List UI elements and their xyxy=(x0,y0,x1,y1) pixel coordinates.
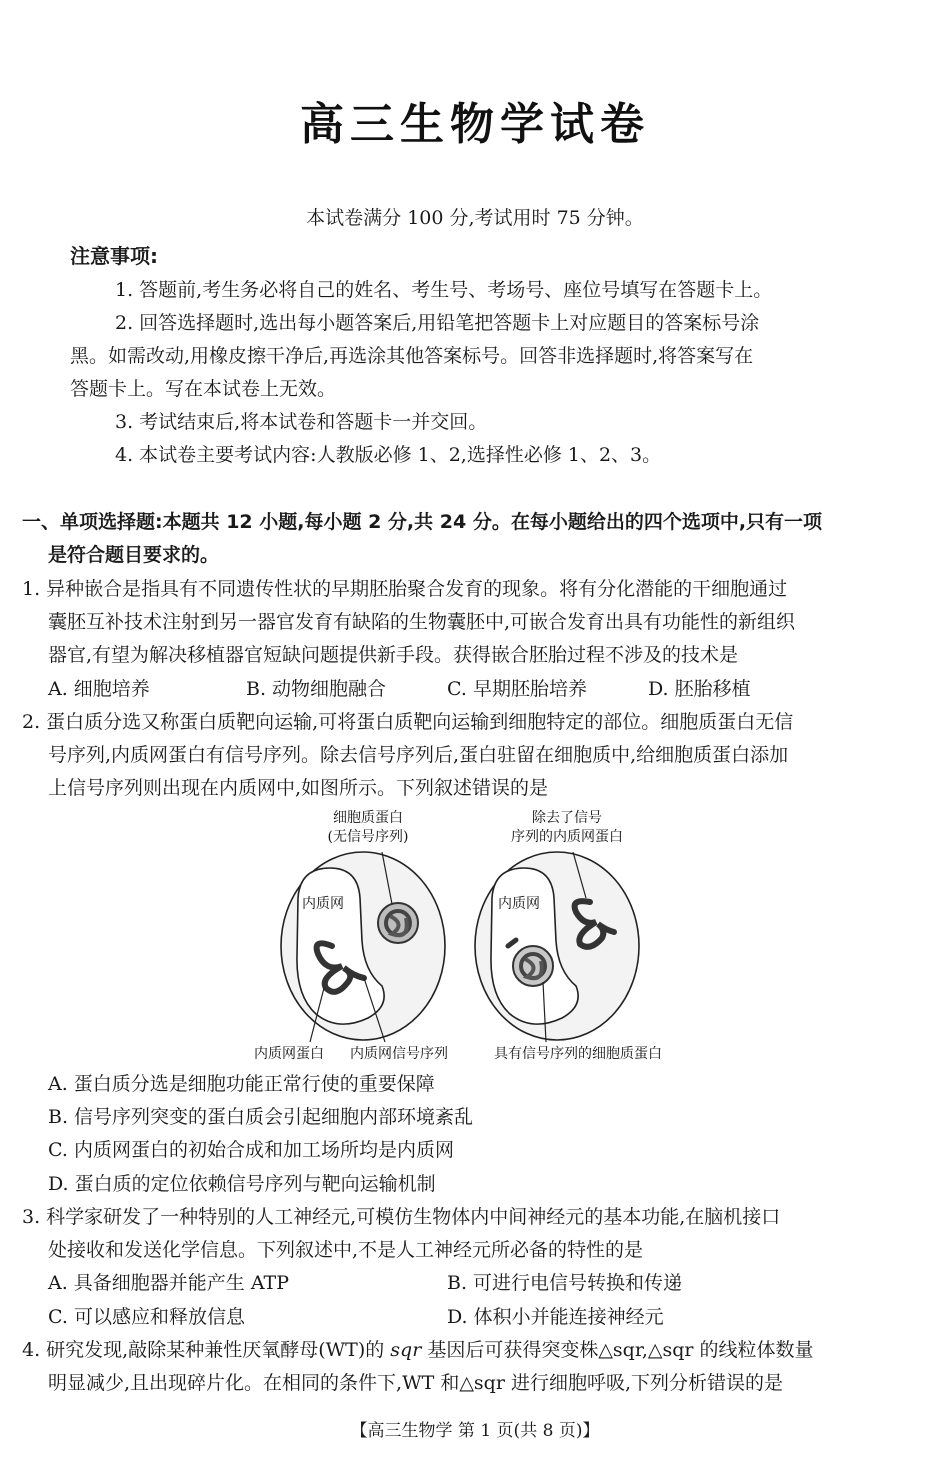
question-4-gene-name: sqr xyxy=(390,1339,422,1361)
figure-label-no-signal: (无信号序列) xyxy=(327,829,409,845)
left-cell xyxy=(281,852,445,1042)
figure-label-cyto-with-signal: 具有信号序列的细胞质蛋白 xyxy=(494,1046,662,1062)
question-1-stem: 囊胚互补技术注射到另一器官发育有缺陷的生物囊胚中,可嵌合发育出具有功能性的新组织 xyxy=(48,611,796,633)
question-2-option-b: B. 信号序列突变的蛋白质会引起细胞内部环境紊乱 xyxy=(48,1106,474,1128)
question-1-stem: 器官,有望为解决移植器官短缺问题提供新手段。获得嵌合胚胎过程不涉及的技术是 xyxy=(48,644,739,666)
question-2-stem: 号序列,内质网蛋白有信号序列。除去信号序列后,蛋白驻留在细胞质中,给细胞质蛋白添加 xyxy=(48,744,789,766)
notice-line: 4. 本试卷主要考试内容:人教版必修 1、2,选择性必修 1、2、3。 xyxy=(115,444,662,466)
question-4-stem-post: 基因后可获得突变株△sqr,△sqr 的线粒体数量 xyxy=(421,1339,814,1361)
notice-line: 1. 答题前,考生务必将自己的姓名、考生号、考场号、座位号填写在答题卡上。 xyxy=(115,279,773,301)
right-cell xyxy=(475,852,639,1042)
question-4-stem xyxy=(22,1337,814,1363)
page-title: 高三生物学试卷 xyxy=(300,99,650,150)
question-1-stem: 1. 异种嵌合是指具有不同遗传性状的早期胚胎聚合发育的现象。将有分化潜能的干细胞通过 xyxy=(22,578,788,600)
section-heading-cont: 是符合题目要求的。 xyxy=(48,544,220,566)
question-1-option-b: B. 动物细胞融合 xyxy=(246,678,387,700)
question-3-option-c: C. 可以感应和释放信息 xyxy=(48,1306,245,1328)
figure-label-er-right: 内质网 xyxy=(498,896,540,912)
question-4-stem: 明显减少,且出现碎片化。在相同的条件下,WT 和△sqr 进行细胞呼吸,下列分析错误的是 xyxy=(48,1372,784,1394)
question-1-option-a: A. 细胞培养 xyxy=(48,678,150,700)
question-3-option-b: B. 可进行电信号转换和传递 xyxy=(447,1272,683,1294)
question-3-stem: 3. 科学家研发了一种特别的人工神经元,可模仿生物体内中间神经元的基本功能,在脑机接口 xyxy=(22,1206,781,1228)
figure-label-removed-signal: 除去了信号 xyxy=(532,810,602,826)
question-2-stem: 2. 蛋白质分选又称蛋白质靶向运输,可将蛋白质靶向运输到细胞特定的部位。细胞质蛋白无信 xyxy=(22,711,794,733)
notice-line: 黑。如需改动,用橡皮擦干净后,再选涂其他答案标号。回答非选择题时,将答案写在 xyxy=(70,345,754,367)
question-3-option-a: A. 具备细胞器并能产生 ATP xyxy=(48,1272,289,1294)
question-3-option-d: D. 体积小并能连接神经元 xyxy=(447,1306,664,1328)
exam-info: 本试卷满分 100 分,考试用时 75 分钟。 xyxy=(306,207,644,229)
figure-label-er-protein-removed: 序列的内质网蛋白 xyxy=(511,829,623,845)
question-2-option-c: C. 内质网蛋白的初始合成和加工场所均是内质网 xyxy=(48,1139,454,1161)
figure-label-er-left: 内质网 xyxy=(302,896,344,912)
question-3-stem: 处接收和发送化学信息。下列叙述中,不是人工神经元所必备的特性的是 xyxy=(48,1239,644,1261)
protein-sorting-figure xyxy=(250,806,700,1068)
question-1-option-d: D. 胚胎移植 xyxy=(648,678,751,700)
figure-label-cytoplasmic-protein: 细胞质蛋白 xyxy=(333,810,403,826)
figure-label-er-protein: 内质网蛋白 xyxy=(254,1046,324,1062)
figure-label-er-signal-sequence: 内质网信号序列 xyxy=(350,1046,448,1062)
section-heading: 一、单项选择题:本题共 12 小题,每小题 2 分,共 24 分。在每小题给出的四个选项中,只有一项 xyxy=(22,511,823,533)
page-footer: 【高三生物学 第 1 页(共 8 页)】 xyxy=(350,1421,600,1441)
notice-line: 答题卡上。写在本试卷上无效。 xyxy=(70,378,337,400)
notice-heading: 注意事项: xyxy=(70,244,158,268)
question-2-option-d: D. 蛋白质的定位依赖信号序列与靶向运输机制 xyxy=(48,1173,436,1195)
question-4-stem-pre: 4. 研究发现,敲除某种兼性厌氧酵母(WT)的 xyxy=(22,1339,391,1361)
question-1-option-c: C. 早期胚胎培养 xyxy=(447,678,587,700)
notice-line: 2. 回答选择题时,选出每小题答案后,用铅笔把答题卡上对应题目的答案标号涂 xyxy=(115,312,760,334)
question-2-option-a: A. 蛋白质分选是细胞功能正常行使的重要保障 xyxy=(48,1073,435,1095)
notice-line: 3. 考试结束后,将本试卷和答题卡一并交回。 xyxy=(115,411,488,433)
question-2-stem: 上信号序列则出现在内质网中,如图所示。下列叙述错误的是 xyxy=(48,777,549,799)
